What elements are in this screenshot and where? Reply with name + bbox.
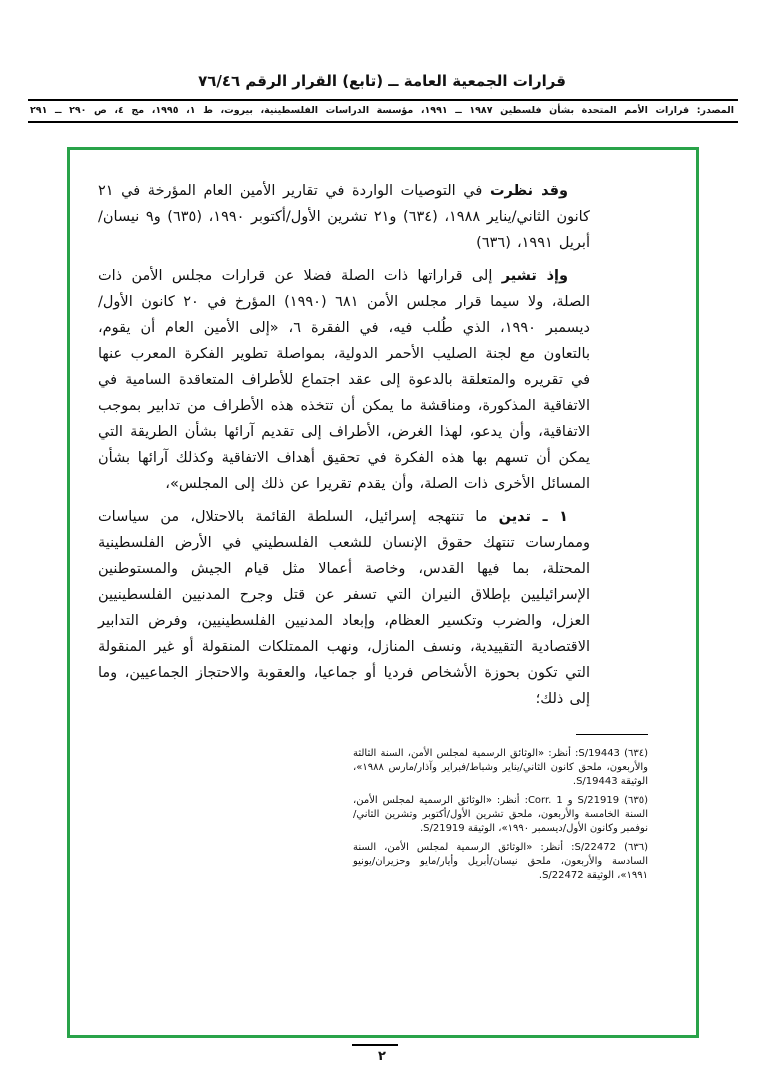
page-title: قرارات الجمعية العامة ــ (تابع) القرار الرقم ٧٦/٤٦ [198, 72, 566, 90]
header-rule-top [28, 99, 738, 101]
footnote-marker: (٦٣٦) [624, 842, 648, 853]
footnote-text: S/22472: أنظر: «الوثائق الرسمية لمجلس الأمن، السنة السادسة والأربعون، ملحق نيسان/أبريل وأيار/مايو وحزيران/يونيو ١٩٩١»، الوثيقة S/22472. [353, 842, 648, 881]
paragraph-lead: وقد نظرت [489, 183, 569, 199]
footnote-text: S/19443: أنظر: «الوثائق الرسمية لمجلس الأمن، السنة الثالثة والأربعون، ملحق كانون الثاني/يناير وشباط/فبراير وآذار/مارس ١٩٨٨»، الوثيقة S/19443. [353, 748, 648, 787]
footer-rule [352, 1044, 398, 1046]
header-rule-bottom [28, 121, 738, 123]
resolution-box [67, 147, 699, 1038]
paragraph-operative-1 [98, 504, 590, 712]
paragraph-lead: ١ ـ تدين [498, 509, 569, 525]
footnote-marker: (٦٣٤) [624, 748, 648, 759]
footnote-635 [353, 794, 648, 836]
page-number: ٢ [378, 1049, 386, 1064]
paragraph-lead: وإذ تشير [501, 268, 569, 284]
footnotes-section [353, 734, 648, 883]
source-line: المصدر: قرارات الأمم المتحدة بشأن فلسطين ١٩٨٧ ــ ١٩٩١، مؤسسة الدراسات الفلسطينية، بيروت، ط ١، ١٩٩٥، مج ٤، ص ٢٩٠ ــ ٢٩١ [30, 105, 734, 116]
paragraph-text: ما تنتهجه إسرائيل، السلطة القائمة بالاحتلال، من سياسات وممارسات تنتهك حقوق الإنسان للشعب الفلسطيني في الأرض الفلسطينية المحتلة، بما فيها القدس، وخاصة أعمالا مثل قيام الجيش والمستوطنين الإسرائيليين بإطلاق النيران التي تسفر عن قتل وجرح المدنيين الفلسطينيين العزل، والضرب وتكسير العظام، وإبعاد المدنيين الفلسطينيين، وفرض التدابير الاقتصادية التقييدية، ونسف المنازل، ونهب الممتلكات المنقولة أو غير المنقولة التي تكون بحوزة الأشخاص فرديا أو جماعيا، والعقوبة والاحتجاز الجماعيين، وما إلى ذلك؛ [98, 509, 590, 707]
paragraph-text: إلى قراراتها ذات الصلة فضلا عن قرارات مجلس الأمن ذات الصلة، ولا سيما قرار مجلس الأمن ٦٨١ (١٩٩٠) المؤرخ في ٢٠ كانون الأول/ديسمبر ١٩٩٠، الذي طُلب فيه، في الفقرة ٦، «إلى الأمين العام أن يقوم، بالتعاون مع لجنة الصليب الأحمر الدولية، بمواصلة تطوير الفكرة المعرب عنها في تقريره والمتعلقة بالدعوة إلى عقد اجتماع للأطراف المتعاقدة السامية في الاتفاقية المذكورة، ومناقشة ما يمكن أن تتخذه هذه الأطراف من تدابير بموجب الاتفاقية، وأن يدعو، لهذا الغرض، الأطراف إلى تقديم آرائها بشأن الطريقة التي يمكن أن تسهم بها هذه الفكرة في تحقيق أهداف الاتفاقية وكذلك آرائها بشأن المسائل الأخرى ذات الصلة، وأن يقدم تقريرا عن ذلك إلى المجلس»، [98, 268, 591, 492]
footnote-text: S/21919 و Corr. 1: أنظر: «الوثائق الرسمية لمجلس الأمن، السنة الخامسة والأربعون، ملحق تشرين الأول/أكتوبر وتشرين الثاني/نوفمبر وكانون الأول/ديسمبر ١٩٩٠»، الوثيقة S/21919. [353, 795, 648, 834]
footnote-separator [576, 734, 648, 735]
footnote-636 [353, 841, 648, 883]
footnote-634 [353, 747, 648, 789]
footnote-marker: (٦٣٥) [624, 795, 648, 806]
resolution-body [98, 178, 590, 712]
paragraph-text: في التوصيات الواردة في تقارير الأمين العام المؤرخة في ٢١ كانون الثاني/يناير ١٩٨٨، (٦٣٤) و٢١ تشرين الأول/أكتوبر ١٩٩٠، (٦٣٥) و٩ نيسان/أبريل ١٩٩١، (٦٣٦) [98, 183, 590, 251]
paragraph-preamble-1 [98, 178, 590, 256]
paragraph-preamble-2 [98, 263, 590, 497]
